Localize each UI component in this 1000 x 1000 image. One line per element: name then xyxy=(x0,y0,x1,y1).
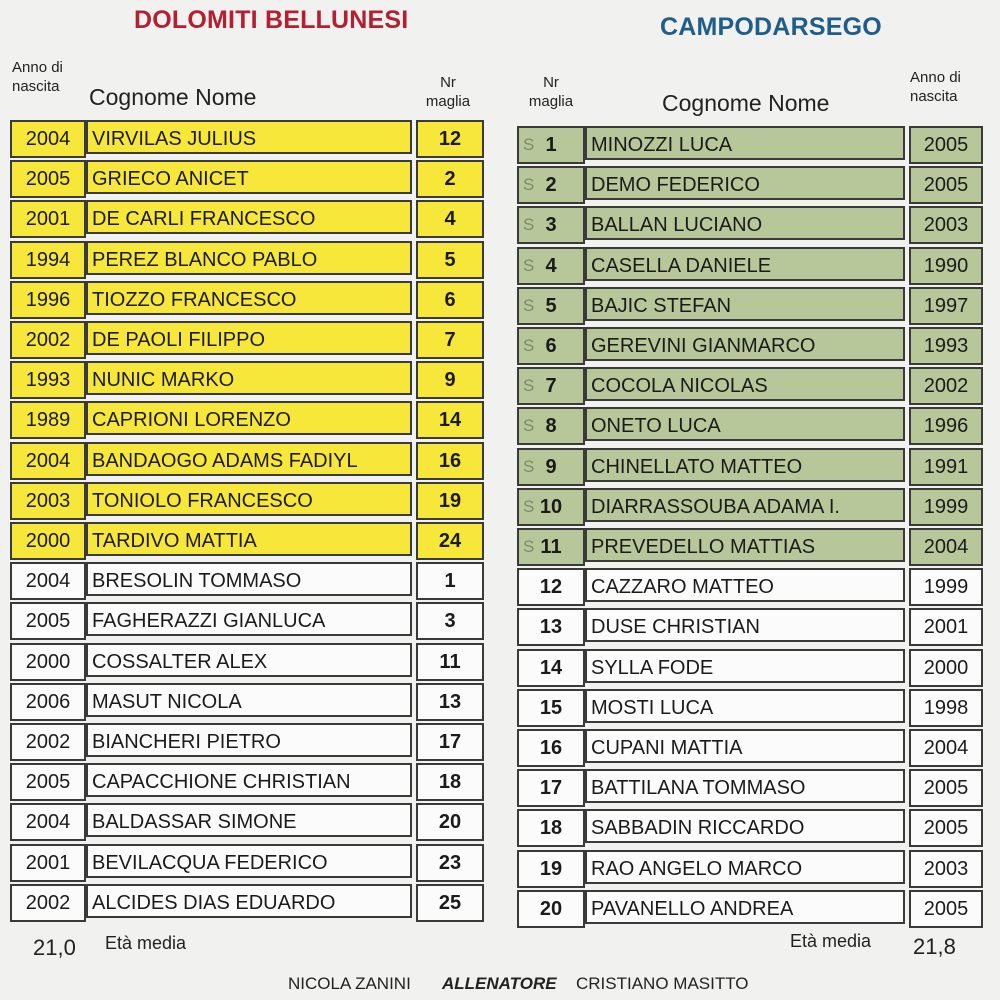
player-birth-year: 2002 xyxy=(10,321,86,359)
player-birth-year: 1999 xyxy=(909,488,983,526)
player-shirt-number-text: 12 xyxy=(539,576,563,598)
player-shirt-number xyxy=(517,850,585,888)
player-shirt-number-text: 2 xyxy=(545,174,557,196)
player-shirt-number: 23 xyxy=(416,844,484,882)
player-name: CUPANI MATTIA xyxy=(585,729,905,763)
player-shirt-number-text: 4 xyxy=(545,255,557,277)
player-name: MASUT NICOLA xyxy=(86,683,412,717)
player-birth-year: 2001 xyxy=(10,844,86,882)
player-name: SYLLA FODE xyxy=(585,649,905,683)
player-birth-year: 2004 xyxy=(10,442,86,480)
player-birth-year: 1993 xyxy=(10,361,86,399)
player-birth-year: 2005 xyxy=(10,602,86,640)
player-name: DE PAOLI FILIPPO xyxy=(86,321,412,355)
player-shirt-number: 18 xyxy=(416,763,484,801)
player-shirt-number-text: 20 xyxy=(539,898,563,920)
player-shirt-number: 20 xyxy=(416,803,484,841)
player-birth-year: 1999 xyxy=(909,568,983,606)
player-name: PAVANELLO ANDREA xyxy=(585,890,905,924)
player-birth-year: 2000 xyxy=(10,522,86,560)
away-average-age-value: 21,8 xyxy=(913,934,956,959)
coach-label: ALLENATORE xyxy=(442,974,557,993)
player-name: GRIECO ANICET xyxy=(86,160,412,194)
player-birth-year: 2003 xyxy=(909,206,983,244)
away-team-title: CAMPODARSEGO xyxy=(660,13,882,41)
starter-mark: S xyxy=(523,215,535,234)
player-name: MOSTI LUCA xyxy=(585,689,905,723)
player-shirt-number-text: 1 xyxy=(545,134,557,156)
player-name: BRESOLIN TOMMASO xyxy=(86,562,412,596)
player-birth-year: 1996 xyxy=(909,407,983,445)
player-shirt-number xyxy=(517,729,585,767)
player-birth-year: 2006 xyxy=(10,683,86,721)
player-shirt-number xyxy=(517,247,585,285)
player-shirt-number-text: 16 xyxy=(539,737,563,759)
player-birth-year: 1989 xyxy=(10,401,86,439)
player-birth-year: 2005 xyxy=(10,160,86,198)
player-shirt-number xyxy=(517,528,585,566)
player-shirt-number xyxy=(517,649,585,687)
player-name: DE CARLI FRANCESCO xyxy=(86,200,412,234)
player-name: SABBADIN RICCARDO xyxy=(585,809,905,843)
starter-mark: S xyxy=(523,376,535,395)
starter-mark: S xyxy=(523,497,535,516)
player-birth-year: 2005 xyxy=(909,769,983,807)
player-shirt-number: 1 xyxy=(416,562,484,600)
player-birth-year: 2000 xyxy=(10,643,86,681)
player-birth-year: 2004 xyxy=(10,120,86,158)
player-shirt-number: 9 xyxy=(416,361,484,399)
player-birth-year: 2002 xyxy=(10,723,86,761)
player-birth-year: 2005 xyxy=(909,166,983,204)
player-shirt-number-text: 7 xyxy=(545,375,557,397)
player-name: MINOZZI LUCA xyxy=(585,126,905,160)
player-shirt-number xyxy=(517,206,585,244)
player-birth-year: 2002 xyxy=(909,367,983,405)
home-header-year: Anno di nascita xyxy=(12,59,63,95)
player-shirt-number-text: 11 xyxy=(540,536,562,558)
player-birth-year: 2000 xyxy=(909,649,983,687)
player-shirt-number: 11 xyxy=(416,643,484,681)
starter-mark: S xyxy=(523,296,535,315)
away-header-year: Anno di nascita xyxy=(910,69,961,105)
player-shirt-number xyxy=(517,608,585,646)
player-name: VIRVILAS JULIUS xyxy=(86,120,412,154)
away-coach-name: CRISTIANO MASITTO xyxy=(576,974,749,993)
player-shirt-number: 24 xyxy=(416,522,484,560)
player-shirt-number xyxy=(517,407,585,445)
player-name: CAZZARO MATTEO xyxy=(585,568,905,602)
player-birth-year: 2004 xyxy=(10,803,86,841)
player-shirt-number: 25 xyxy=(416,884,484,922)
away-header-name: Cognome Nome xyxy=(662,90,830,116)
starter-mark: S xyxy=(523,416,535,435)
player-shirt-number-text: 18 xyxy=(539,817,563,839)
player-shirt-number: 2 xyxy=(416,160,484,198)
player-name: BATTILANA TOMMASO xyxy=(585,769,905,803)
player-name: DUSE CHRISTIAN xyxy=(585,608,905,642)
player-name: TONIOLO FRANCESCO xyxy=(86,482,412,516)
home-coach-name: NICOLA ZANINI xyxy=(288,974,411,993)
player-name: DIARRASSOUBA ADAMA I. xyxy=(585,488,905,522)
player-shirt-number xyxy=(517,488,585,526)
player-name: TARDIVO MATTIA xyxy=(86,522,412,556)
player-name: BAJIC STEFAN xyxy=(585,287,905,321)
player-shirt-number: 4 xyxy=(416,200,484,238)
player-shirt-number: 3 xyxy=(416,602,484,640)
player-shirt-number-text: 9 xyxy=(545,456,557,478)
player-name: NUNIC MARKO xyxy=(86,361,412,395)
player-name: COSSALTER ALEX xyxy=(86,643,412,677)
player-shirt-number xyxy=(517,367,585,405)
away-header-number: Nr maglia xyxy=(528,74,574,110)
player-shirt-number xyxy=(517,890,585,928)
player-name: ALCIDES DIAS EDUARDO xyxy=(86,884,412,918)
player-shirt-number xyxy=(517,448,585,486)
player-shirt-number xyxy=(517,327,585,365)
player-name: CASELLA DANIELE xyxy=(585,247,905,281)
player-birth-year: 1994 xyxy=(10,241,86,279)
player-shirt-number: 17 xyxy=(416,723,484,761)
home-header-name: Cognome Nome xyxy=(89,84,257,110)
home-average-age-value: 21,0 xyxy=(33,935,76,960)
player-name: CAPRIONI LORENZO xyxy=(86,401,412,435)
player-shirt-number: 19 xyxy=(416,482,484,520)
player-shirt-number-text: 3 xyxy=(545,214,557,236)
player-name: COCOLA NICOLAS xyxy=(585,367,905,401)
player-birth-year: 1996 xyxy=(10,281,86,319)
player-birth-year: 2005 xyxy=(909,890,983,928)
player-shirt-number-text: 8 xyxy=(545,415,557,437)
player-birth-year: 1991 xyxy=(909,448,983,486)
player-shirt-number: 7 xyxy=(416,321,484,359)
player-name: ONETO LUCA xyxy=(585,407,905,441)
player-shirt-number: 13 xyxy=(416,683,484,721)
player-shirt-number-text: 19 xyxy=(539,858,563,880)
player-name: TIOZZO FRANCESCO xyxy=(86,281,412,315)
player-birth-year: 2004 xyxy=(909,729,983,767)
player-birth-year: 1997 xyxy=(909,287,983,325)
player-shirt-number-text: 13 xyxy=(539,616,563,638)
player-birth-year: 2005 xyxy=(909,126,983,164)
player-shirt-number xyxy=(517,689,585,727)
player-shirt-number xyxy=(517,166,585,204)
player-name: DEMO FEDERICO xyxy=(585,166,905,200)
player-name: RAO ANGELO MARCO xyxy=(585,850,905,884)
player-name: PREVEDELLO MATTIAS xyxy=(585,528,905,562)
home-team-title: DOLOMITI BELLUNESI xyxy=(134,6,409,34)
player-birth-year: 2002 xyxy=(10,884,86,922)
player-birth-year: 1998 xyxy=(909,689,983,727)
player-name: FAGHERAZZI GIANLUCA xyxy=(86,602,412,636)
starter-mark: S xyxy=(523,457,535,476)
starter-mark: S xyxy=(523,175,535,194)
player-birth-year: 2004 xyxy=(909,528,983,566)
player-shirt-number-text: 15 xyxy=(539,697,563,719)
player-name: PEREZ BLANCO PABLO xyxy=(86,241,412,275)
away-average-age-label: Età media xyxy=(790,931,872,951)
player-shirt-number xyxy=(517,126,585,164)
player-birth-year: 2001 xyxy=(909,608,983,646)
player-birth-year: 1990 xyxy=(909,247,983,285)
player-birth-year: 2005 xyxy=(909,809,983,847)
player-shirt-number-text: 17 xyxy=(539,777,563,799)
player-name: GEREVINI GIANMARCO xyxy=(585,327,905,361)
starter-mark: S xyxy=(523,256,535,275)
player-birth-year: 1993 xyxy=(909,327,983,365)
player-shirt-number xyxy=(517,287,585,325)
player-shirt-number: 16 xyxy=(416,442,484,480)
player-name: BEVILACQUA FEDERICO xyxy=(86,844,412,878)
player-shirt-number: 14 xyxy=(416,401,484,439)
player-birth-year: 2003 xyxy=(909,850,983,888)
starter-mark: S xyxy=(523,135,535,154)
home-header-number: Nr maglia xyxy=(425,74,471,110)
player-name: BALLAN LUCIANO xyxy=(585,206,905,240)
player-shirt-number-text: 6 xyxy=(545,335,557,357)
player-shirt-number: 12 xyxy=(416,120,484,158)
player-name: BIANCHERI PIETRO xyxy=(86,723,412,757)
player-shirt-number xyxy=(517,568,585,606)
player-birth-year: 2004 xyxy=(10,562,86,600)
player-name: BALDASSAR SIMONE xyxy=(86,803,412,837)
starter-mark: S xyxy=(523,537,535,556)
starter-mark: S xyxy=(523,336,535,355)
player-name: CHINELLATO MATTEO xyxy=(585,448,905,482)
player-name: BANDAOGO ADAMS FADIYL xyxy=(86,442,412,476)
player-shirt-number: 5 xyxy=(416,241,484,279)
player-shirt-number-text: 10 xyxy=(539,496,563,518)
player-shirt-number: 6 xyxy=(416,281,484,319)
player-shirt-number xyxy=(517,769,585,807)
player-shirt-number-text: 14 xyxy=(539,657,563,679)
player-shirt-number xyxy=(517,809,585,847)
player-shirt-number-text: 5 xyxy=(545,295,557,317)
player-name: CAPACCHIONE CHRISTIAN xyxy=(86,763,412,797)
player-birth-year: 2001 xyxy=(10,200,86,238)
player-birth-year: 2005 xyxy=(10,763,86,801)
player-birth-year: 2003 xyxy=(10,482,86,520)
home-average-age-label: Età media xyxy=(105,933,187,953)
